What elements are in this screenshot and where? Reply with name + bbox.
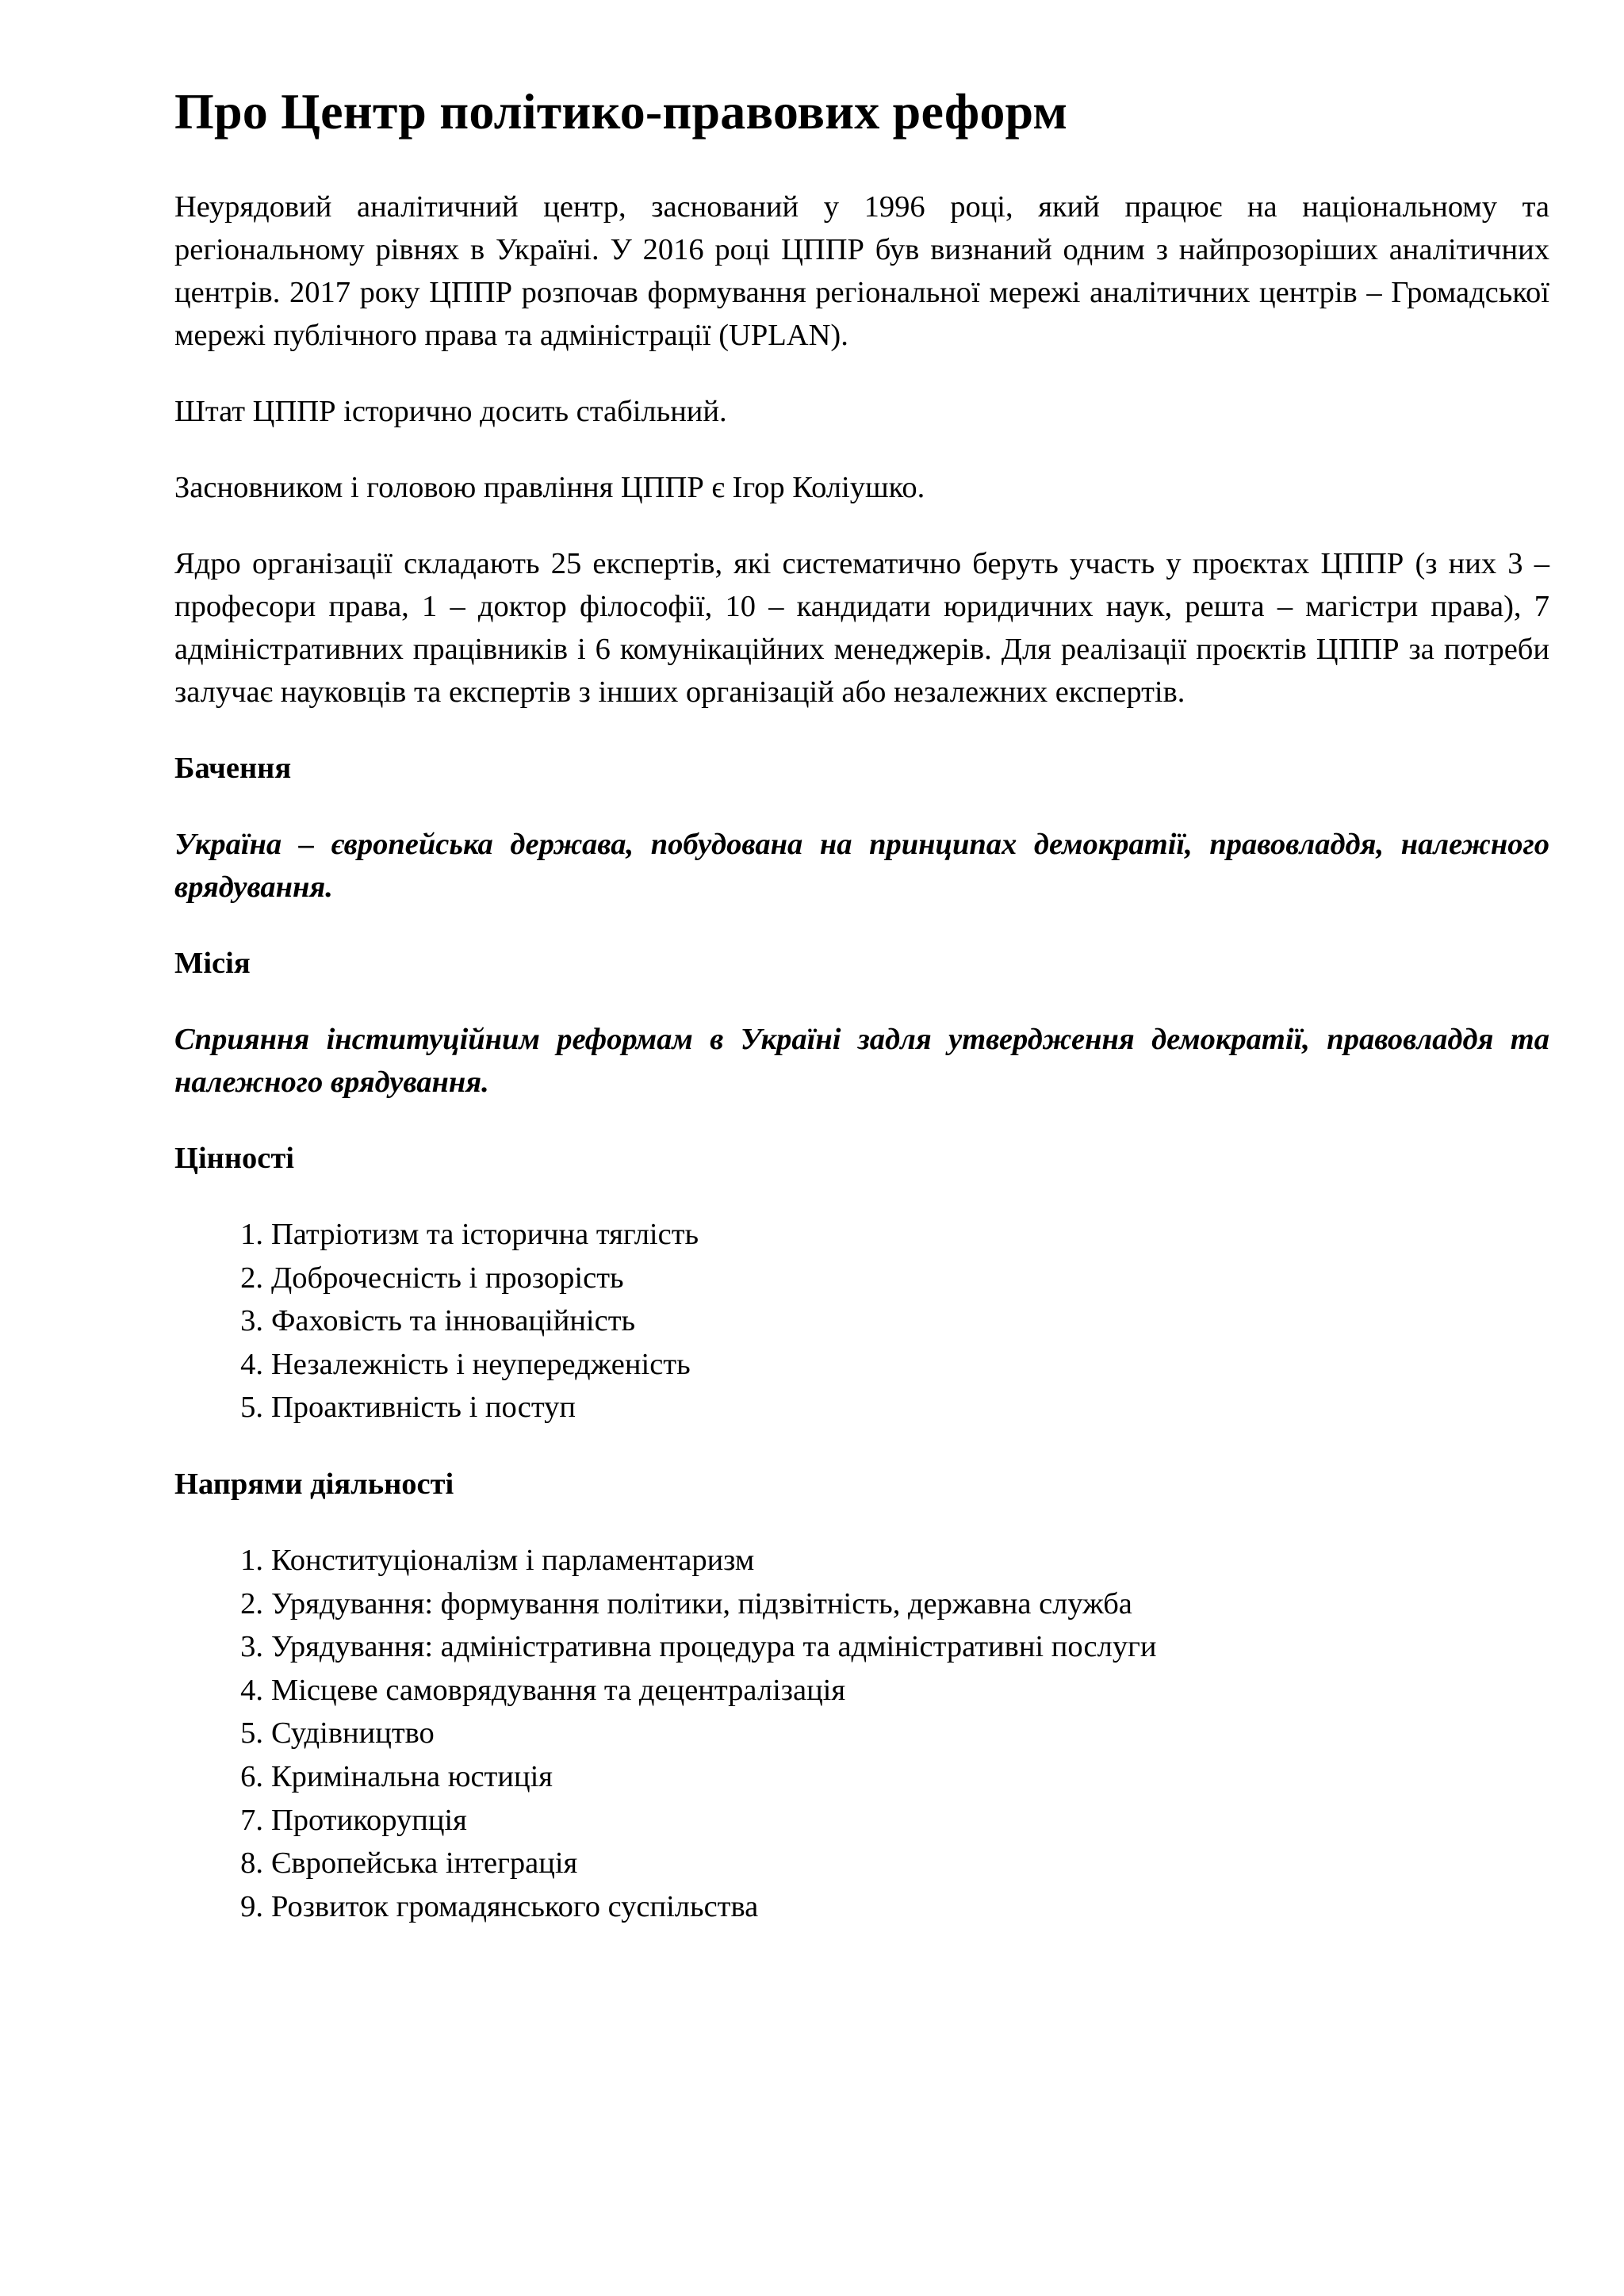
values-list (174, 1213, 1549, 1429)
list-item (174, 1625, 1549, 1669)
list-item-number: 5. (240, 1716, 263, 1751)
list-item-number: 4. (240, 1347, 263, 1381)
list-item-number: 1. (240, 1218, 263, 1251)
paragraph-founder: Засновником і головою правління ЦППР є Ігор Коліушко. (174, 471, 925, 504)
list-item-number: 2. (240, 1261, 263, 1295)
list-item-number: 5. (240, 1391, 263, 1425)
vision-heading: Бачення (174, 752, 292, 785)
document-page (174, 76, 1549, 1961)
directions-heading: Напрями діяльності (174, 1467, 454, 1501)
list-item (174, 1343, 1549, 1387)
list-item-text: Конституціоналізм і парламентаризм (271, 1543, 755, 1577)
list-item-text: Патріотизм та історична тяглість (271, 1218, 699, 1251)
list-item-number: 9. (240, 1889, 263, 1923)
list-item-text: Європейська інтеграція (271, 1846, 578, 1881)
list-item-text: Судівництво (271, 1716, 435, 1751)
list-item (174, 1539, 1549, 1582)
list-item-text: Урядування: формування політики, підзвітність, державна служба (271, 1586, 1132, 1621)
list-item-number: 3. (240, 1304, 263, 1338)
vision-text: Україна – європейська держава, побудована на принципах демократії, правовладдя, належного врядування. (174, 828, 1549, 904)
list-item-text: Кримінальна юстиція (271, 1759, 553, 1793)
paragraph-intro: Неурядовий аналітичний центр, заснований у 1996 році, який працює на національному та регіональному рівнях в Україні. У 2016 році ЦППР був визнаний одним з найпрозоріших аналітичних центрів. 2017 року ЦППР розпочав формування регіональної мережі аналітичних центрів – Громадської мережі публічного права та адміністрації (UPLAN). (174, 190, 1549, 352)
list-item (174, 1386, 1549, 1429)
list-item (174, 1669, 1549, 1712)
list-item-text: Проактивність і поступ (271, 1391, 576, 1425)
list-item-number: 4. (240, 1673, 263, 1707)
list-item (174, 1213, 1549, 1257)
list-item (174, 1257, 1549, 1300)
list-item-number: 8. (240, 1846, 263, 1881)
list-item (174, 1712, 1549, 1755)
list-item (174, 1582, 1549, 1626)
list-item-number: 3. (240, 1630, 263, 1664)
list-item (174, 1799, 1549, 1843)
list-item (174, 1885, 1549, 1929)
list-item-number: 1. (240, 1543, 263, 1577)
list-item-text: Фаховість та інноваційність (271, 1304, 636, 1338)
mission-text: Сприяння інституційним реформам в Україні задля утвердження демократії, правовладдя та належного врядування. (174, 1023, 1549, 1099)
paragraph-staff: Штат ЦППР історично досить стабільний. (174, 395, 727, 428)
list-item-text: Урядування: адміністративна процедура та адміністративні послуги (271, 1630, 1157, 1664)
page-title: Про Центр політико-правових реформ (174, 83, 1068, 140)
list-item-text: Протикорупція (271, 1803, 467, 1837)
mission-heading: Місія (174, 947, 251, 980)
paragraph-core-team: Ядро організації складають 25 експертів, які систематично беруть участь у проєктах ЦППР (з них 3 – професори права, 1 – доктор філософії, 10 – кандидати юридичних наук, решта – магістри права), 7 адміністративних працівників і 6 комунікаційних менеджерів. Для реалізації проєктів ЦППР за потреби залучає науковців та експертів з інших організацій або незалежних експертів. (174, 547, 1549, 709)
list-item (174, 1299, 1549, 1343)
list-item (174, 1755, 1549, 1799)
list-item-text: Доброчесність і прозорість (271, 1261, 624, 1295)
values-heading: Цінності (174, 1142, 294, 1175)
directions-list (174, 1539, 1549, 1928)
list-item-text: Розвиток громадянського суспільства (271, 1889, 759, 1923)
list-item-number: 6. (240, 1759, 263, 1793)
list-item (174, 1842, 1549, 1885)
list-item-text: Незалежність і неупередженість (271, 1347, 691, 1381)
list-item-text: Місцеве самоврядування та децентралізація (271, 1673, 846, 1707)
list-item-number: 7. (240, 1803, 263, 1837)
list-item-number: 2. (240, 1586, 263, 1621)
